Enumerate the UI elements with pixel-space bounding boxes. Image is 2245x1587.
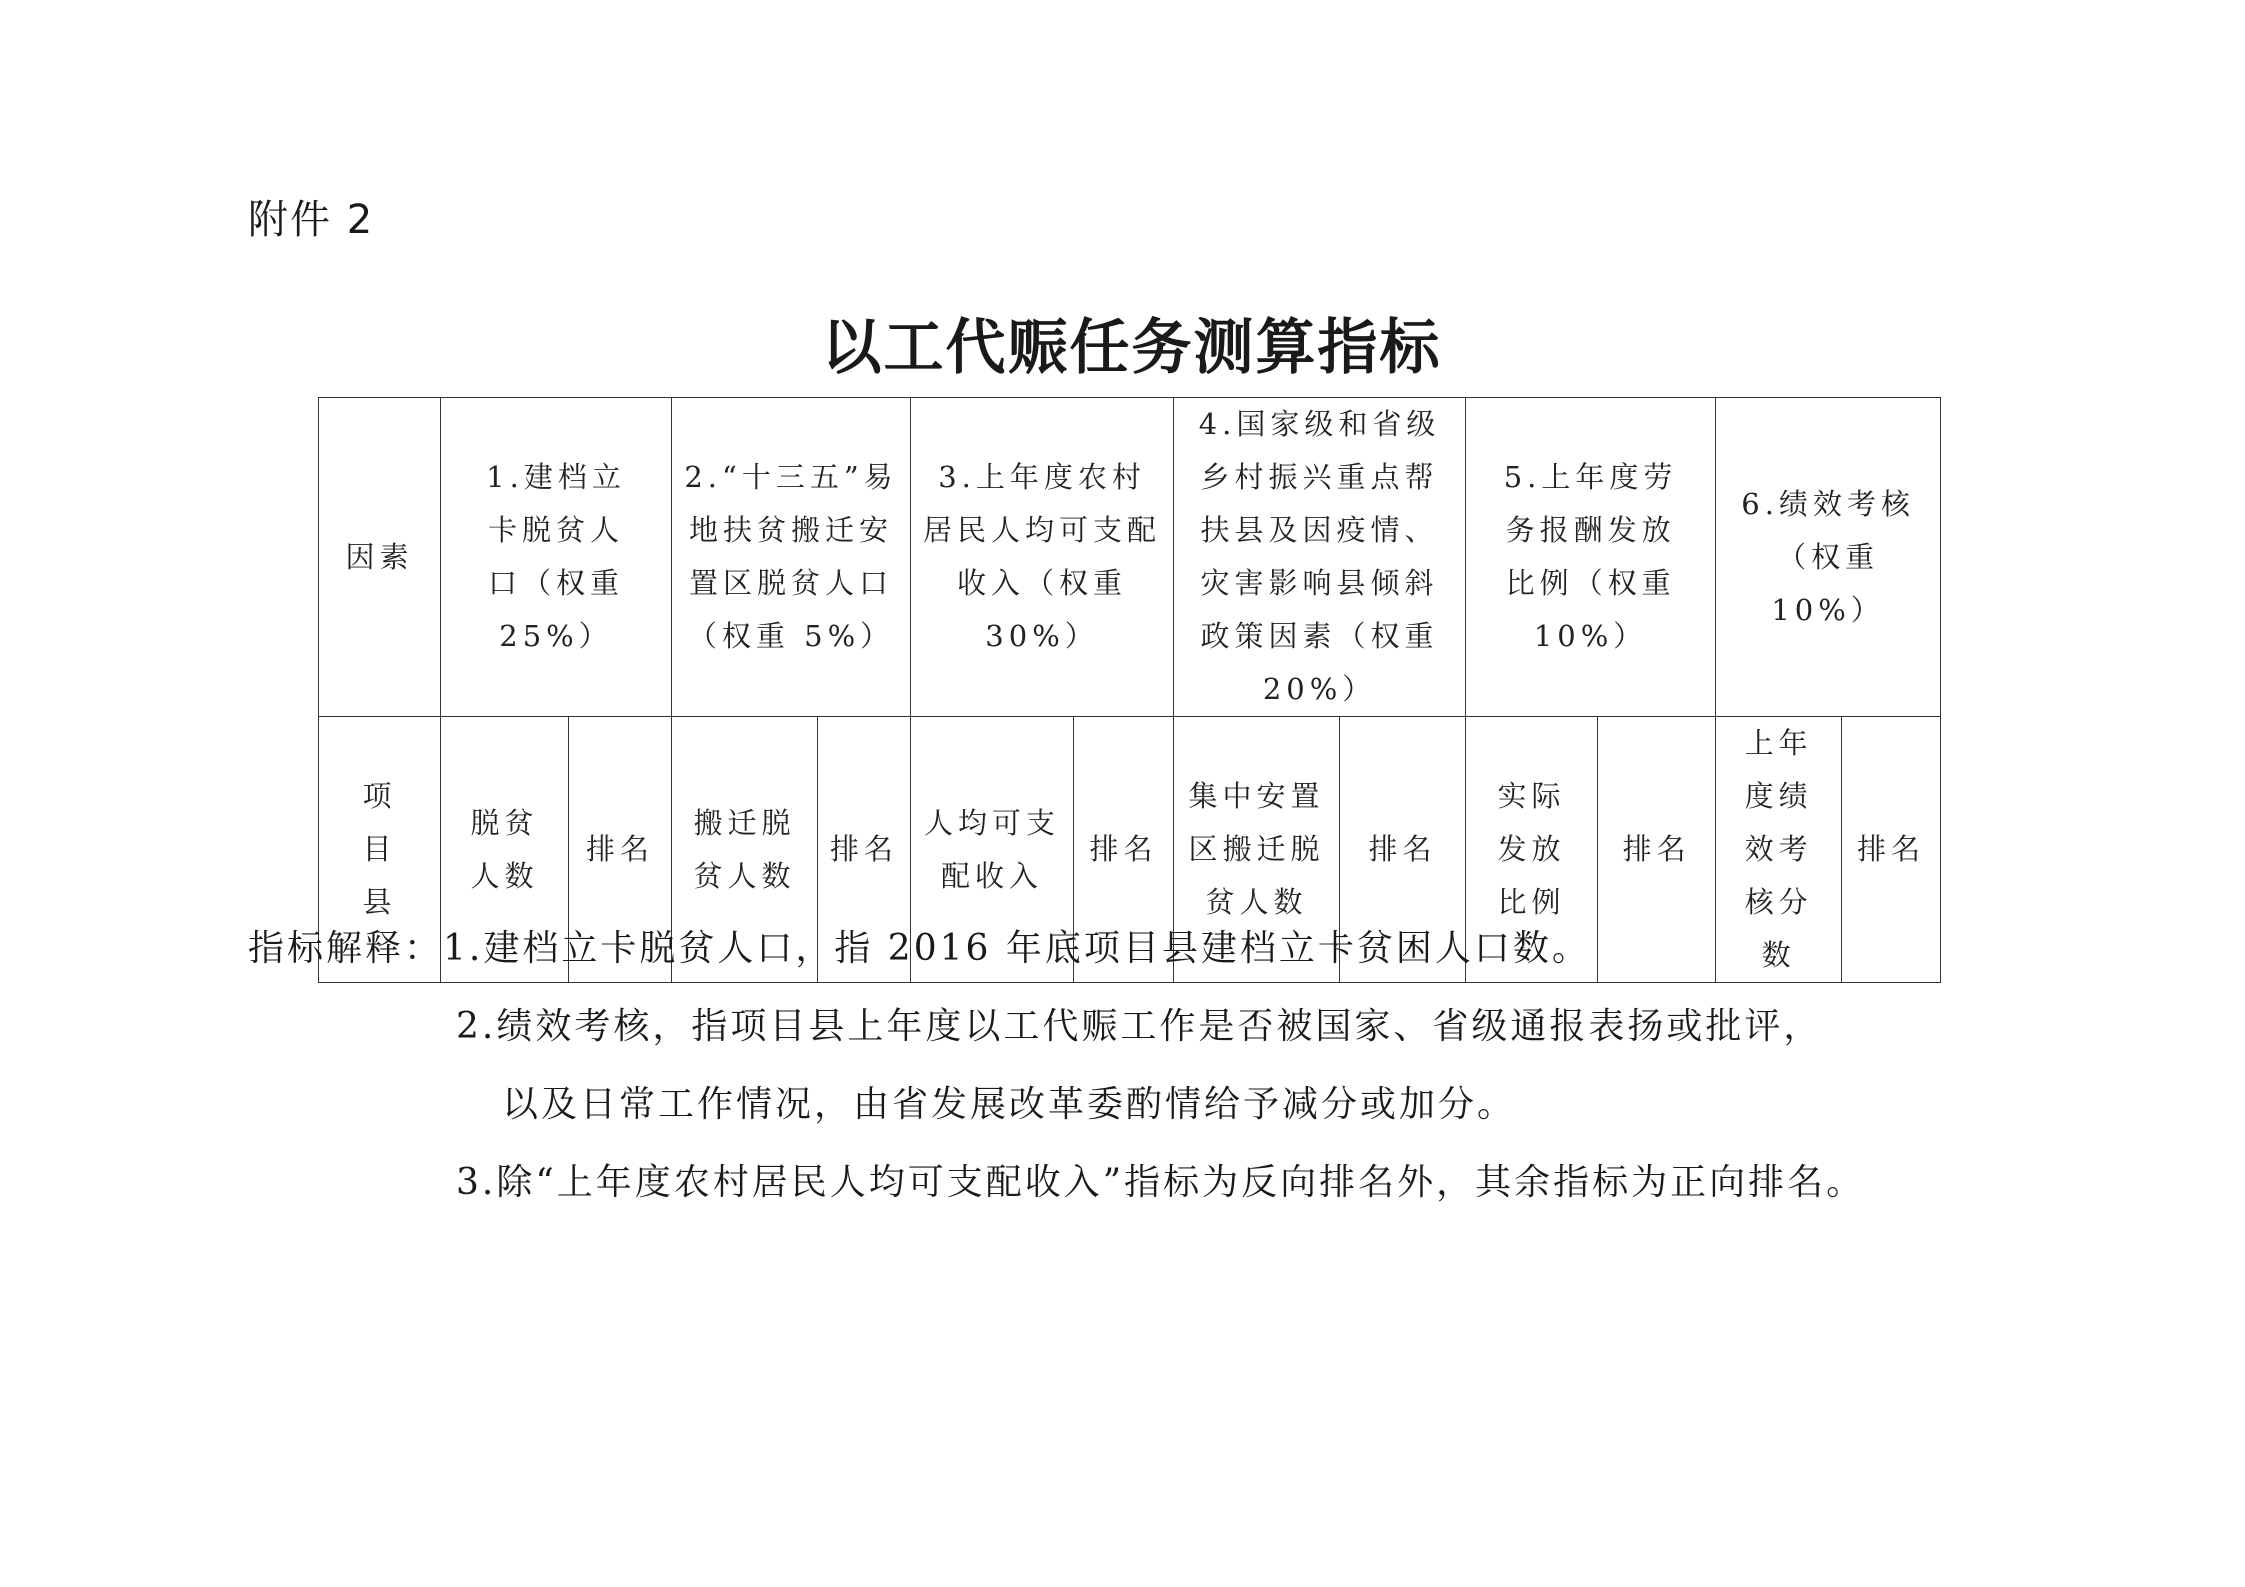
subcol-10: 排名 — [1598, 717, 1716, 983]
indicator-table — [318, 397, 1941, 983]
factor-header-2: 2.“十三五”易地扶贫搬迁安置区脱贫人口（权重 5%） — [672, 398, 911, 717]
county-label-cell: 项目县 — [319, 717, 441, 983]
document-title: 以工代赈任务测算指标 — [821, 313, 1442, 383]
subcol-4: 排名 — [818, 717, 911, 983]
note-line-2: 2.绩效考核，指项目县上年度以工代赈工作是否被国家、省级通报表扬或批评， — [456, 1006, 1823, 1047]
subcol-12: 排名 — [1842, 717, 1941, 983]
subcol-11: 上年度绩效考核分数 — [1716, 717, 1842, 983]
subcol-9: 实际发放比例 — [1466, 717, 1598, 983]
note-line-1: 指标解释：1.建档立卡脱贫人口，指 2016 年底项目县建档立卡贫困人口数。 — [248, 928, 1591, 969]
factor-header-row — [319, 398, 1941, 717]
subcol-7: 集中安置区搬迁脱贫人数 — [1174, 717, 1340, 983]
factor-header-4: 4.国家级和省级乡村振兴重点帮扶县及因疫情、灾害影响县倾斜政策因素（权重 20%） — [1174, 398, 1466, 717]
subcol-3: 搬迁脱贫人数 — [672, 717, 818, 983]
factor-header-6: 6.绩效考核（权重 10%） — [1716, 398, 1941, 717]
attachment-label: 附件 2 — [248, 197, 375, 243]
subcol-1: 脱贫人数 — [441, 717, 569, 983]
subcol-5: 人均可支配收入 — [911, 717, 1074, 983]
factor-header-3: 3.上年度农村居民人均可支配收入（权重 30%） — [911, 398, 1174, 717]
subcol-8: 排名 — [1340, 717, 1466, 983]
subcol-2: 排名 — [569, 717, 672, 983]
factor-header-1: 1.建档立卡脱贫人口（权重 25%） — [441, 398, 672, 717]
note-line-3: 3.除“上年度农村居民人均可支配收入”指标为反向排名外，其余指标为正向排名。 — [456, 1162, 1866, 1203]
factor-label-cell: 因素 — [319, 398, 441, 717]
subcol-6: 排名 — [1074, 717, 1174, 983]
factor-header-5: 5.上年度劳务报酬发放比例（权重 10%） — [1466, 398, 1716, 717]
indicator-notes — [248, 922, 1865, 1234]
note-line-2-continued: 以及日常工作情况，由省发展改革委酌情给予减分或加分。 — [502, 1084, 1517, 1125]
